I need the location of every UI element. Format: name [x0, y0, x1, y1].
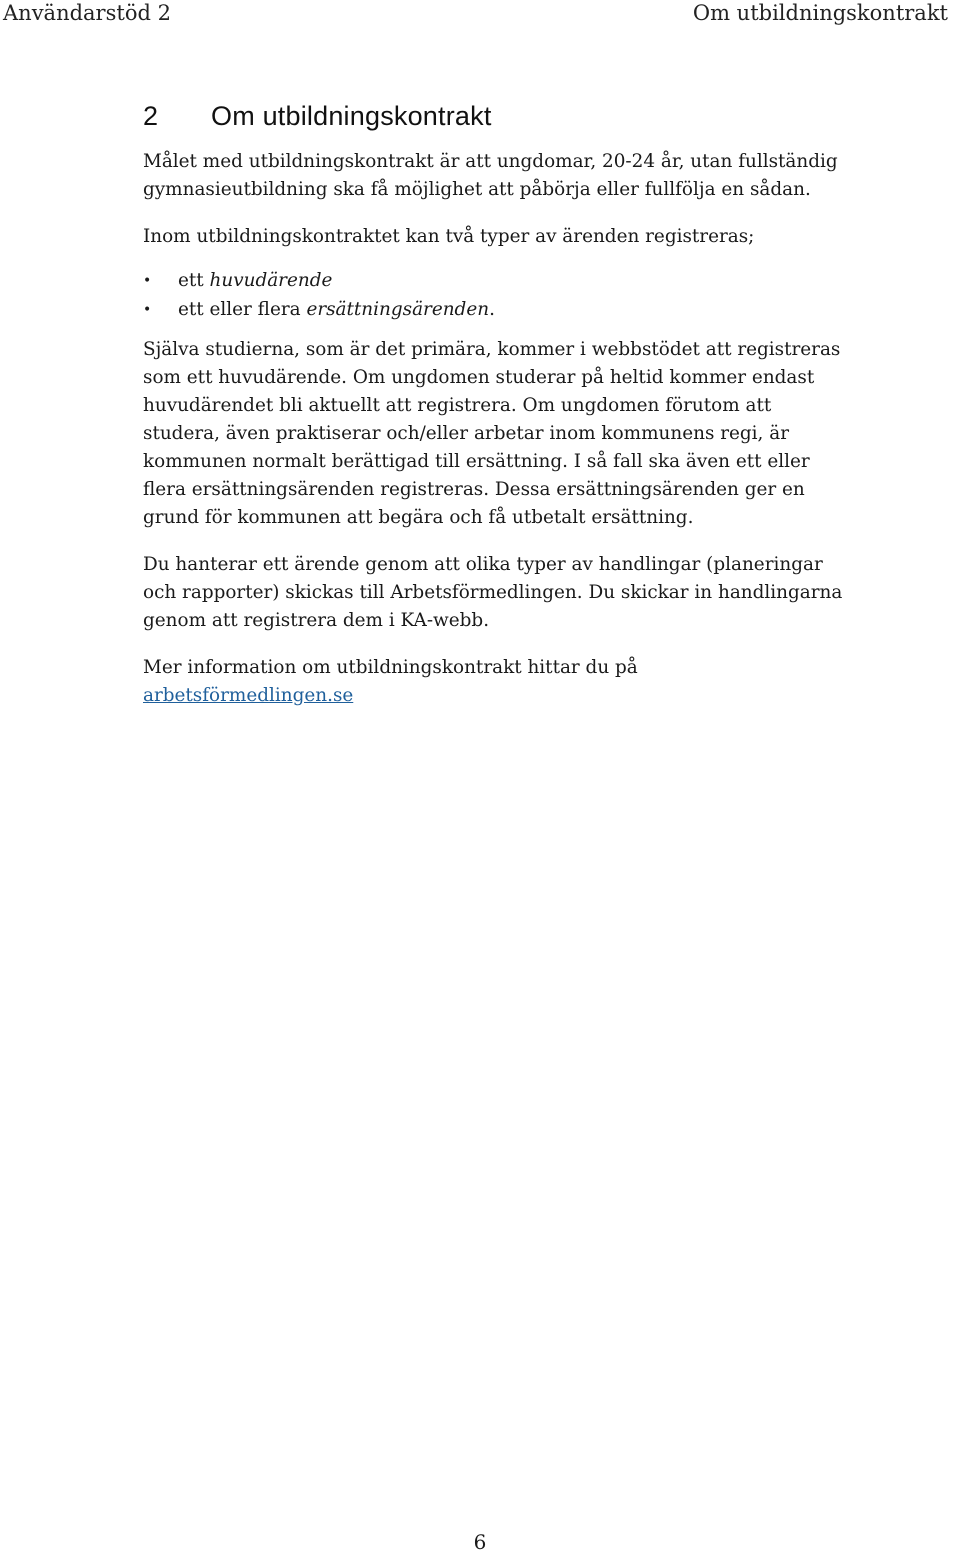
running-header: [0, 0, 960, 30]
intro-paragraph: Målet med utbildningskontrakt är att ungdomar, 20-24 år, utan fullständig gymnasieutbildning ska få möjlighet att påbörja eller fullfölja en sådan.: [143, 151, 838, 200]
bullet-icon: •: [143, 301, 152, 318]
list-item-prefix: ett: [178, 270, 210, 291]
studies-paragraph: Själva studierna, som är det primära, kommer i webbstödet att registreras som ett huvudärende. Om ungdomen studerar på heltid kommer endast huvudärendet bli aktuellt att registrera. Om ungdomen förutom att studera, även praktiserar och/eller arbetar inom kommunens regi, är kommunen normalt berättigad till ersättning. I så fall ska även ett eller flera ersättningsärenden registreras. Dessa ersättningsärenden ger en grund för kommunen att begära och få utbetalt ersättning.: [143, 339, 841, 528]
list-item: [143, 296, 843, 325]
handling-paragraph: Du hanterar ett ärende genom att olika typer av handlingar (planeringar och rapporter) skickas till Arbetsförmedlingen. Du skickar in handlingarna genom att registrera dem i KA-webb.: [143, 554, 843, 631]
arbetsformedlingen-link[interactable]: arbetsförmedlingen.se: [143, 685, 354, 706]
section-heading: [143, 98, 843, 134]
more-info-paragraph: [143, 654, 843, 710]
case-types-list: [143, 267, 843, 324]
header-document-title: Användarstöd 2: [3, 1, 171, 25]
section-number: 2: [143, 101, 159, 131]
list-item-term: ersättningsärenden: [306, 298, 490, 320]
more-info-text: Mer information om utbildningskontrakt hittar du på: [143, 657, 638, 678]
list-item-term: huvudärende: [209, 270, 333, 291]
section-title: Om utbildningskontrakt: [211, 101, 492, 131]
list-item: [143, 267, 843, 296]
list-item-suffix: .: [489, 298, 495, 320]
list-item-prefix: ett eller flera: [178, 298, 307, 320]
page-content: [143, 98, 843, 729]
case-types-intro-paragraph: Inom utbildningskontraktet kan två typer av ärenden registreras;: [143, 226, 755, 247]
page-number: 6: [473, 1530, 487, 1554]
header-section-title: Om utbildningskontrakt: [692, 1, 948, 25]
bullet-icon: •: [143, 273, 152, 289]
